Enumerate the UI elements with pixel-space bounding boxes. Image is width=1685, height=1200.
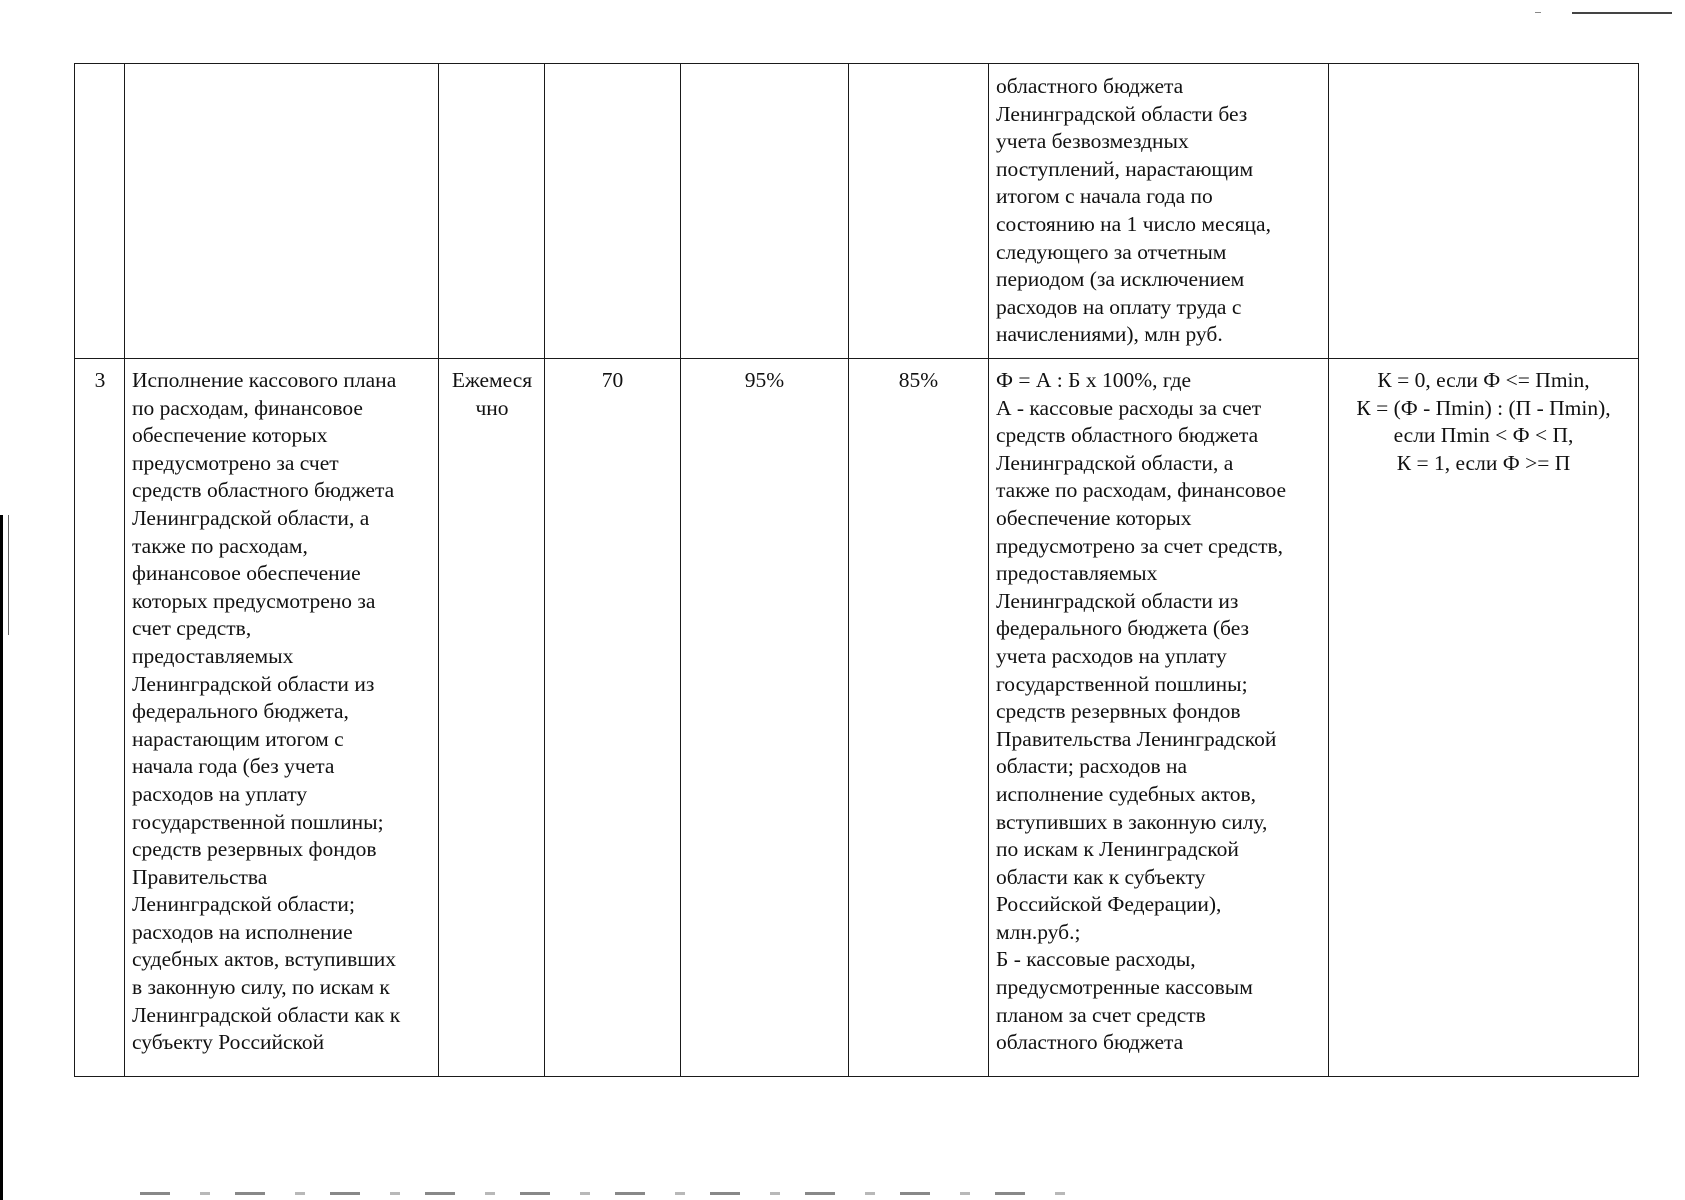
cell-coefficient bbox=[1329, 64, 1639, 359]
indicator-table bbox=[74, 63, 1639, 1077]
table-row bbox=[75, 64, 1639, 359]
table-row bbox=[75, 359, 1639, 1077]
cell-periodicity bbox=[439, 64, 545, 359]
cell-plan-value: 95% bbox=[681, 359, 849, 1077]
scan-mark bbox=[1535, 12, 1541, 13]
cell-indicator-name: Исполнение кассового плана по расходам, финансовое обеспечение которых предусмотрено за счет средств областного бюджета Ленинградской области, а также по расходам, финансовое обеспечение которых предусмотрено за счет средств, предоставляемых Ленинградской области из федерального бюджета, нарастающим итогом с начала года (без учета расходов на уплату государственной пошлины; средств резервных фондов Правительства Ленинградской области; расходов на исполнение судебных актов, вступивших в законную силу, по искам к Ленинградской области как к субъекту Российской bbox=[125, 359, 439, 1077]
scan-edge-mark bbox=[0, 515, 3, 1200]
cell-number: 3 bbox=[75, 359, 125, 1077]
scan-noise bbox=[140, 1192, 1080, 1195]
cell-min-value bbox=[849, 64, 989, 359]
cell-number bbox=[75, 64, 125, 359]
cell-plan-value bbox=[681, 64, 849, 359]
cell-formula: областного бюджета Ленинградской области без учета безвозмездных поступлений, нарастающим итогом с начала года по состоянию на 1 число месяца, следующего за отчетным периодом (за исключением расходов на оплату труда с начислениями), млн руб. bbox=[989, 64, 1329, 359]
scan-edge-mark bbox=[8, 515, 9, 635]
scan-mark bbox=[1572, 12, 1672, 14]
cell-formula: Ф = А : Б х 100%, где А - кассовые расходы за счет средств областного бюджета Ленинградской области, а также по расходам, финансовое обеспечение которых предусмотрено за счет средств, предоставляемых Ленинградской области из федерального бюджета (без учета расходов на уплату государственной пошлины; средств резервных фондов Правительства Ленинградской области; расходов на исполнение судебных актов, вступивших в законную силу, по искам к Ленинградской области как к субъекту Российской Федерации), млн.руб.; Б - кассовые расходы, предусмотренные кассовым планом за счет средств областного бюджета bbox=[989, 359, 1329, 1077]
cell-periodicity: Ежемеся чно bbox=[439, 359, 545, 1077]
cell-weight: 70 bbox=[545, 359, 681, 1077]
cell-coefficient: К = 0, если Ф <= Пmin, К = (Ф - Пmin) : (П - Пmin), если Пmin < Ф < П, К = 1, если Ф >= П bbox=[1329, 359, 1639, 1077]
cell-min-value: 85% bbox=[849, 359, 989, 1077]
cell-weight bbox=[545, 64, 681, 359]
cell-indicator-name bbox=[125, 64, 439, 359]
